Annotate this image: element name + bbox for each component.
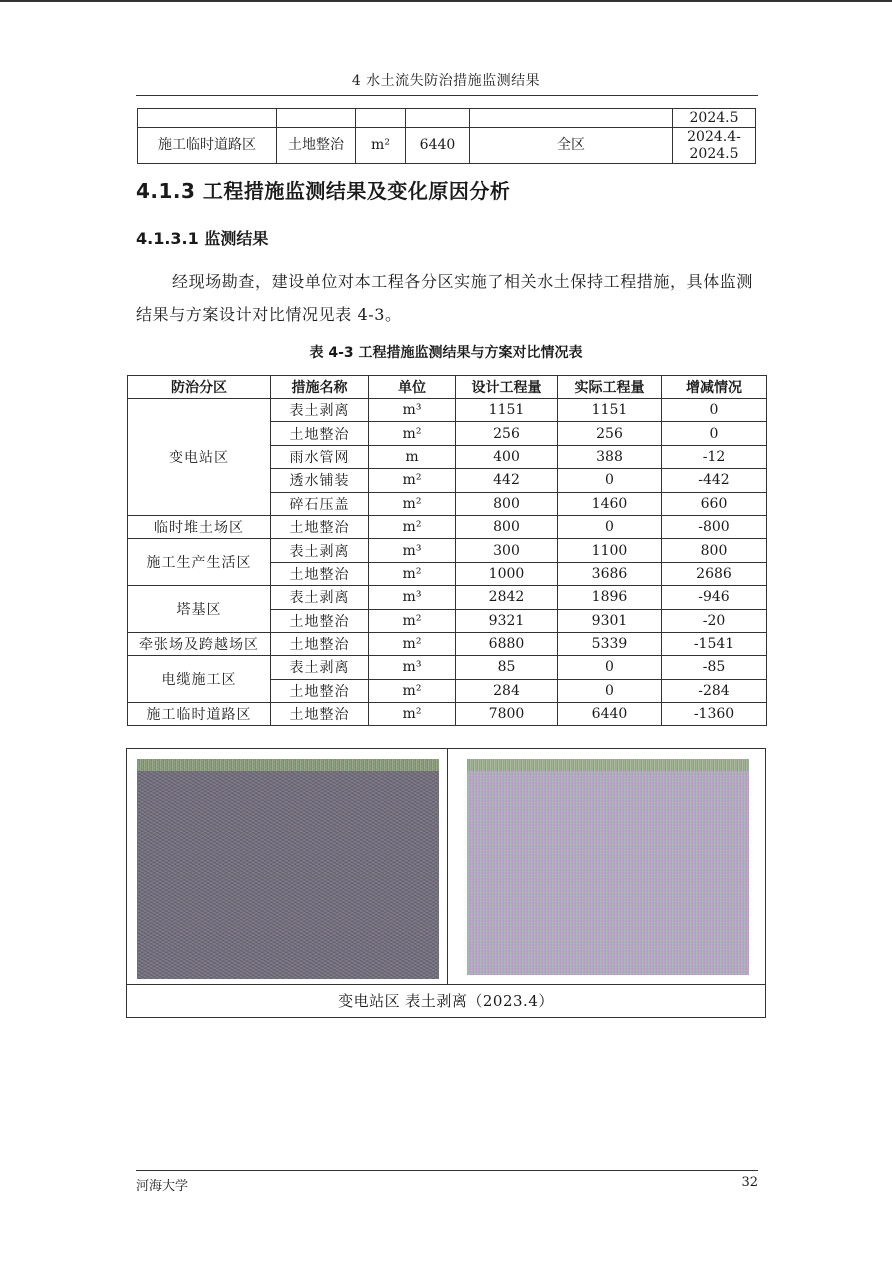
column-header: 设计工程量 [456, 376, 558, 399]
table-cell: 9301 [558, 609, 662, 632]
area-cell: 变电站区 [128, 399, 271, 516]
table-cell: 表土剥离 [271, 399, 369, 422]
table-row [128, 586, 767, 609]
table-cell: m² [369, 679, 456, 702]
table-cell [470, 109, 673, 128]
table-cell: 表土剥离 [271, 539, 369, 562]
table-cell: 1151 [558, 399, 662, 422]
table-row [128, 632, 767, 655]
table-cell: m² [369, 515, 456, 538]
table-cell: -800 [662, 515, 767, 538]
table-cell: 2842 [456, 586, 558, 609]
table-cell: 284 [456, 679, 558, 702]
table-body [128, 399, 767, 726]
table-cell [138, 109, 277, 128]
table-cell: m³ [369, 399, 456, 422]
running-header: 4 水土流失防治措施监测结果 [351, 73, 541, 89]
photo-strip [137, 759, 439, 771]
table-row [128, 399, 767, 422]
table-cell: 土地整治 [271, 632, 369, 655]
area-cell: 塔基区 [128, 586, 271, 633]
table-cell: 1100 [558, 539, 662, 562]
section-heading: 4.1.3 工程措施监测结果及变化原因分析 [136, 179, 511, 203]
table-cell: m³ [369, 656, 456, 679]
site-photo-right [467, 759, 749, 975]
table-cell: 土地整治 [271, 562, 369, 585]
table-cell: 0 [558, 679, 662, 702]
table-cell: 碎石压盖 [271, 492, 369, 515]
table-cell: m² [369, 703, 456, 726]
table-caption: 表 4-3 工程措施监测结果与方案对比情况表 [309, 345, 583, 361]
footer-institution: 河海大学 [136, 1179, 189, 1194]
table-cell: m [369, 445, 456, 468]
table-cell [406, 109, 470, 128]
table-row [128, 656, 767, 679]
table-cell: 表土剥离 [271, 586, 369, 609]
table-cell: 土地整治 [277, 128, 356, 164]
table-cell: 7800 [456, 703, 558, 726]
table-cell: m³ [369, 586, 456, 609]
table-cell: 全区 [470, 128, 673, 164]
table-cell: 9321 [456, 609, 558, 632]
table-cell: 400 [456, 445, 558, 468]
table-cell: m² [369, 632, 456, 655]
table-cell: 1460 [558, 492, 662, 515]
page-number: 32 [741, 1175, 758, 1190]
table-cell: -1541 [662, 632, 767, 655]
table-cell: 800 [662, 539, 767, 562]
area-cell: 电缆施工区 [128, 656, 271, 703]
column-header: 措施名称 [271, 376, 369, 399]
table-cell: 300 [456, 539, 558, 562]
table-cell: 5339 [558, 632, 662, 655]
table-cell: 442 [456, 469, 558, 492]
header-rule [136, 95, 758, 96]
table-row [128, 539, 767, 562]
table-cell: 800 [456, 515, 558, 538]
table-cell: 0 [662, 422, 767, 445]
column-header: 单位 [369, 376, 456, 399]
table-cell: 0 [558, 515, 662, 538]
table-cell: 85 [456, 656, 558, 679]
table-cell: 0 [662, 399, 767, 422]
table-row [128, 703, 767, 726]
table-cell: m² [356, 128, 406, 164]
subsection-heading: 4.1.3.1 监测结果 [136, 229, 269, 248]
table-cell: 透水铺装 [271, 469, 369, 492]
table-cell: 1151 [456, 399, 558, 422]
table-cell: 660 [662, 492, 767, 515]
table-cell: -442 [662, 469, 767, 492]
table-cell: -12 [662, 445, 767, 468]
area-cell: 施工临时道路区 [128, 703, 271, 726]
table-cell: 2024.5 [673, 109, 756, 128]
body-paragraph: 经现场勘查，建设单位对本工程各分区实施了相关水土保持工程措施，具体监测结果与方案设计对比情况见表 4-3。 [136, 272, 754, 324]
table-cell: 1896 [558, 586, 662, 609]
table-cell: -20 [662, 609, 767, 632]
table-cell: -284 [662, 679, 767, 702]
table-cell: 施工临时道路区 [138, 128, 277, 164]
table-cell: 2686 [662, 562, 767, 585]
table-cell: 土地整治 [271, 422, 369, 445]
table-cell: m² [369, 469, 456, 492]
table-cell: 表土剥离 [271, 656, 369, 679]
photo-strip [467, 759, 749, 771]
table-cell: 雨水管网 [271, 445, 369, 468]
table-cell: 0 [558, 469, 662, 492]
table-cell: -1360 [662, 703, 767, 726]
table-cell: 0 [558, 656, 662, 679]
column-header: 防治分区 [128, 376, 271, 399]
table-cell: 6880 [456, 632, 558, 655]
photo-caption: 变电站区 表土剥离（2023.4） [338, 992, 554, 1010]
table-cell: m² [369, 609, 456, 632]
comparison-table [127, 375, 767, 726]
table-cell: 388 [558, 445, 662, 468]
table-cell: 1000 [456, 562, 558, 585]
continued-table [137, 108, 756, 164]
table-cell: 土地整治 [271, 609, 369, 632]
table-cell [277, 109, 356, 128]
table-cell: m² [369, 562, 456, 585]
table-cell: 2024.4-2024.5 [673, 128, 756, 164]
column-header: 增减情况 [662, 376, 767, 399]
table-row [128, 515, 767, 538]
table-cell: -85 [662, 656, 767, 679]
photo-frame [126, 748, 766, 1018]
table-cell: 6440 [406, 128, 470, 164]
area-cell: 施工生产生活区 [128, 539, 271, 586]
table-cell: 256 [456, 422, 558, 445]
table-cell: m³ [369, 539, 456, 562]
page-top-border [0, 0, 892, 2]
table-cell: m² [369, 422, 456, 445]
footer-rule [136, 1170, 758, 1171]
table-cell [356, 109, 406, 128]
area-cell: 临时堆土场区 [128, 515, 271, 538]
table-cell: 6440 [558, 703, 662, 726]
table-row [138, 109, 756, 128]
photo-divider [447, 749, 448, 984]
table-cell: -946 [662, 586, 767, 609]
column-header: 实际工程量 [558, 376, 662, 399]
table-cell: 土地整治 [271, 679, 369, 702]
table-cell: 800 [456, 492, 558, 515]
table-cell: m² [369, 492, 456, 515]
table-cell: 256 [558, 422, 662, 445]
area-cell: 牵张场及跨越场区 [128, 632, 271, 655]
table-cell: 3686 [558, 562, 662, 585]
table-cell: 土地整治 [271, 703, 369, 726]
site-photo-left [137, 759, 439, 979]
table-row [138, 128, 756, 164]
table-cell: 土地整治 [271, 515, 369, 538]
table-header-row [128, 376, 767, 399]
